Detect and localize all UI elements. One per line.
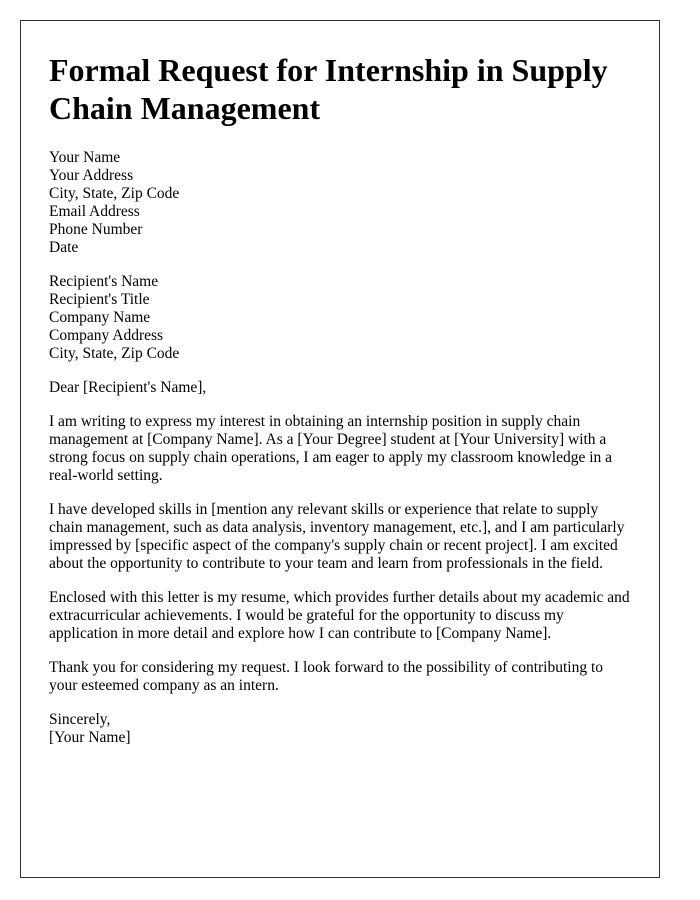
body-paragraph-2: I have developed skills in [mention any relevant skills or experience that relate to supply chain management, such as data analysis, inventory management, etc.], and I am particularly impressed by [specific aspect of the company's supply chain or recent project]. I am excited about the opportunity to contribute to your team and learn from professionals in the field.	[49, 501, 625, 572]
letter-page	[20, 20, 660, 878]
recipient-block	[49, 273, 631, 363]
recipient-name: Recipient's Name	[49, 273, 159, 290]
sender-address: Your Address	[49, 167, 134, 184]
recipient-title: Recipient's Title	[49, 291, 150, 308]
body-paragraph-4: Thank you for considering my request. I look forward to the possibility of contributing to your esteemed company as an intern.	[49, 659, 604, 694]
sender-phone: Phone Number	[49, 221, 143, 238]
recipient-company: Company Name	[49, 309, 151, 326]
signature: [Your Name]	[49, 729, 131, 746]
closing-block	[49, 711, 631, 747]
letter-date: Date	[49, 239, 79, 256]
valediction: Sincerely,	[49, 711, 111, 728]
recipient-city-state-zip: City, State, Zip Code	[49, 345, 180, 362]
salutation: Dear [Recipient's Name],	[49, 379, 207, 396]
sender-city-state-zip: City, State, Zip Code	[49, 185, 180, 202]
sender-email: Email Address	[49, 203, 140, 220]
body-paragraph-1: I am writing to express my interest in obtaining an internship position in supply chain management at [Company Name]. As a [Your Degree] student at [Your University] with a strong focus on supply chain operations, I am eager to apply my classroom knowledge in a real-world setting.	[49, 413, 613, 484]
letter-title: Formal Request for Internship in Supply Chain Management	[49, 52, 608, 126]
body-paragraph-3: Enclosed with this letter is my resume, which provides further details about my academic and extracurricular achievements. I would be grateful for the opportunity to discuss my application in more detail and explore how I can contribute to [Company Name].	[49, 589, 630, 642]
recipient-company-address: Company Address	[49, 327, 164, 344]
sender-block	[49, 149, 631, 257]
sender-name: Your Name	[49, 149, 121, 166]
